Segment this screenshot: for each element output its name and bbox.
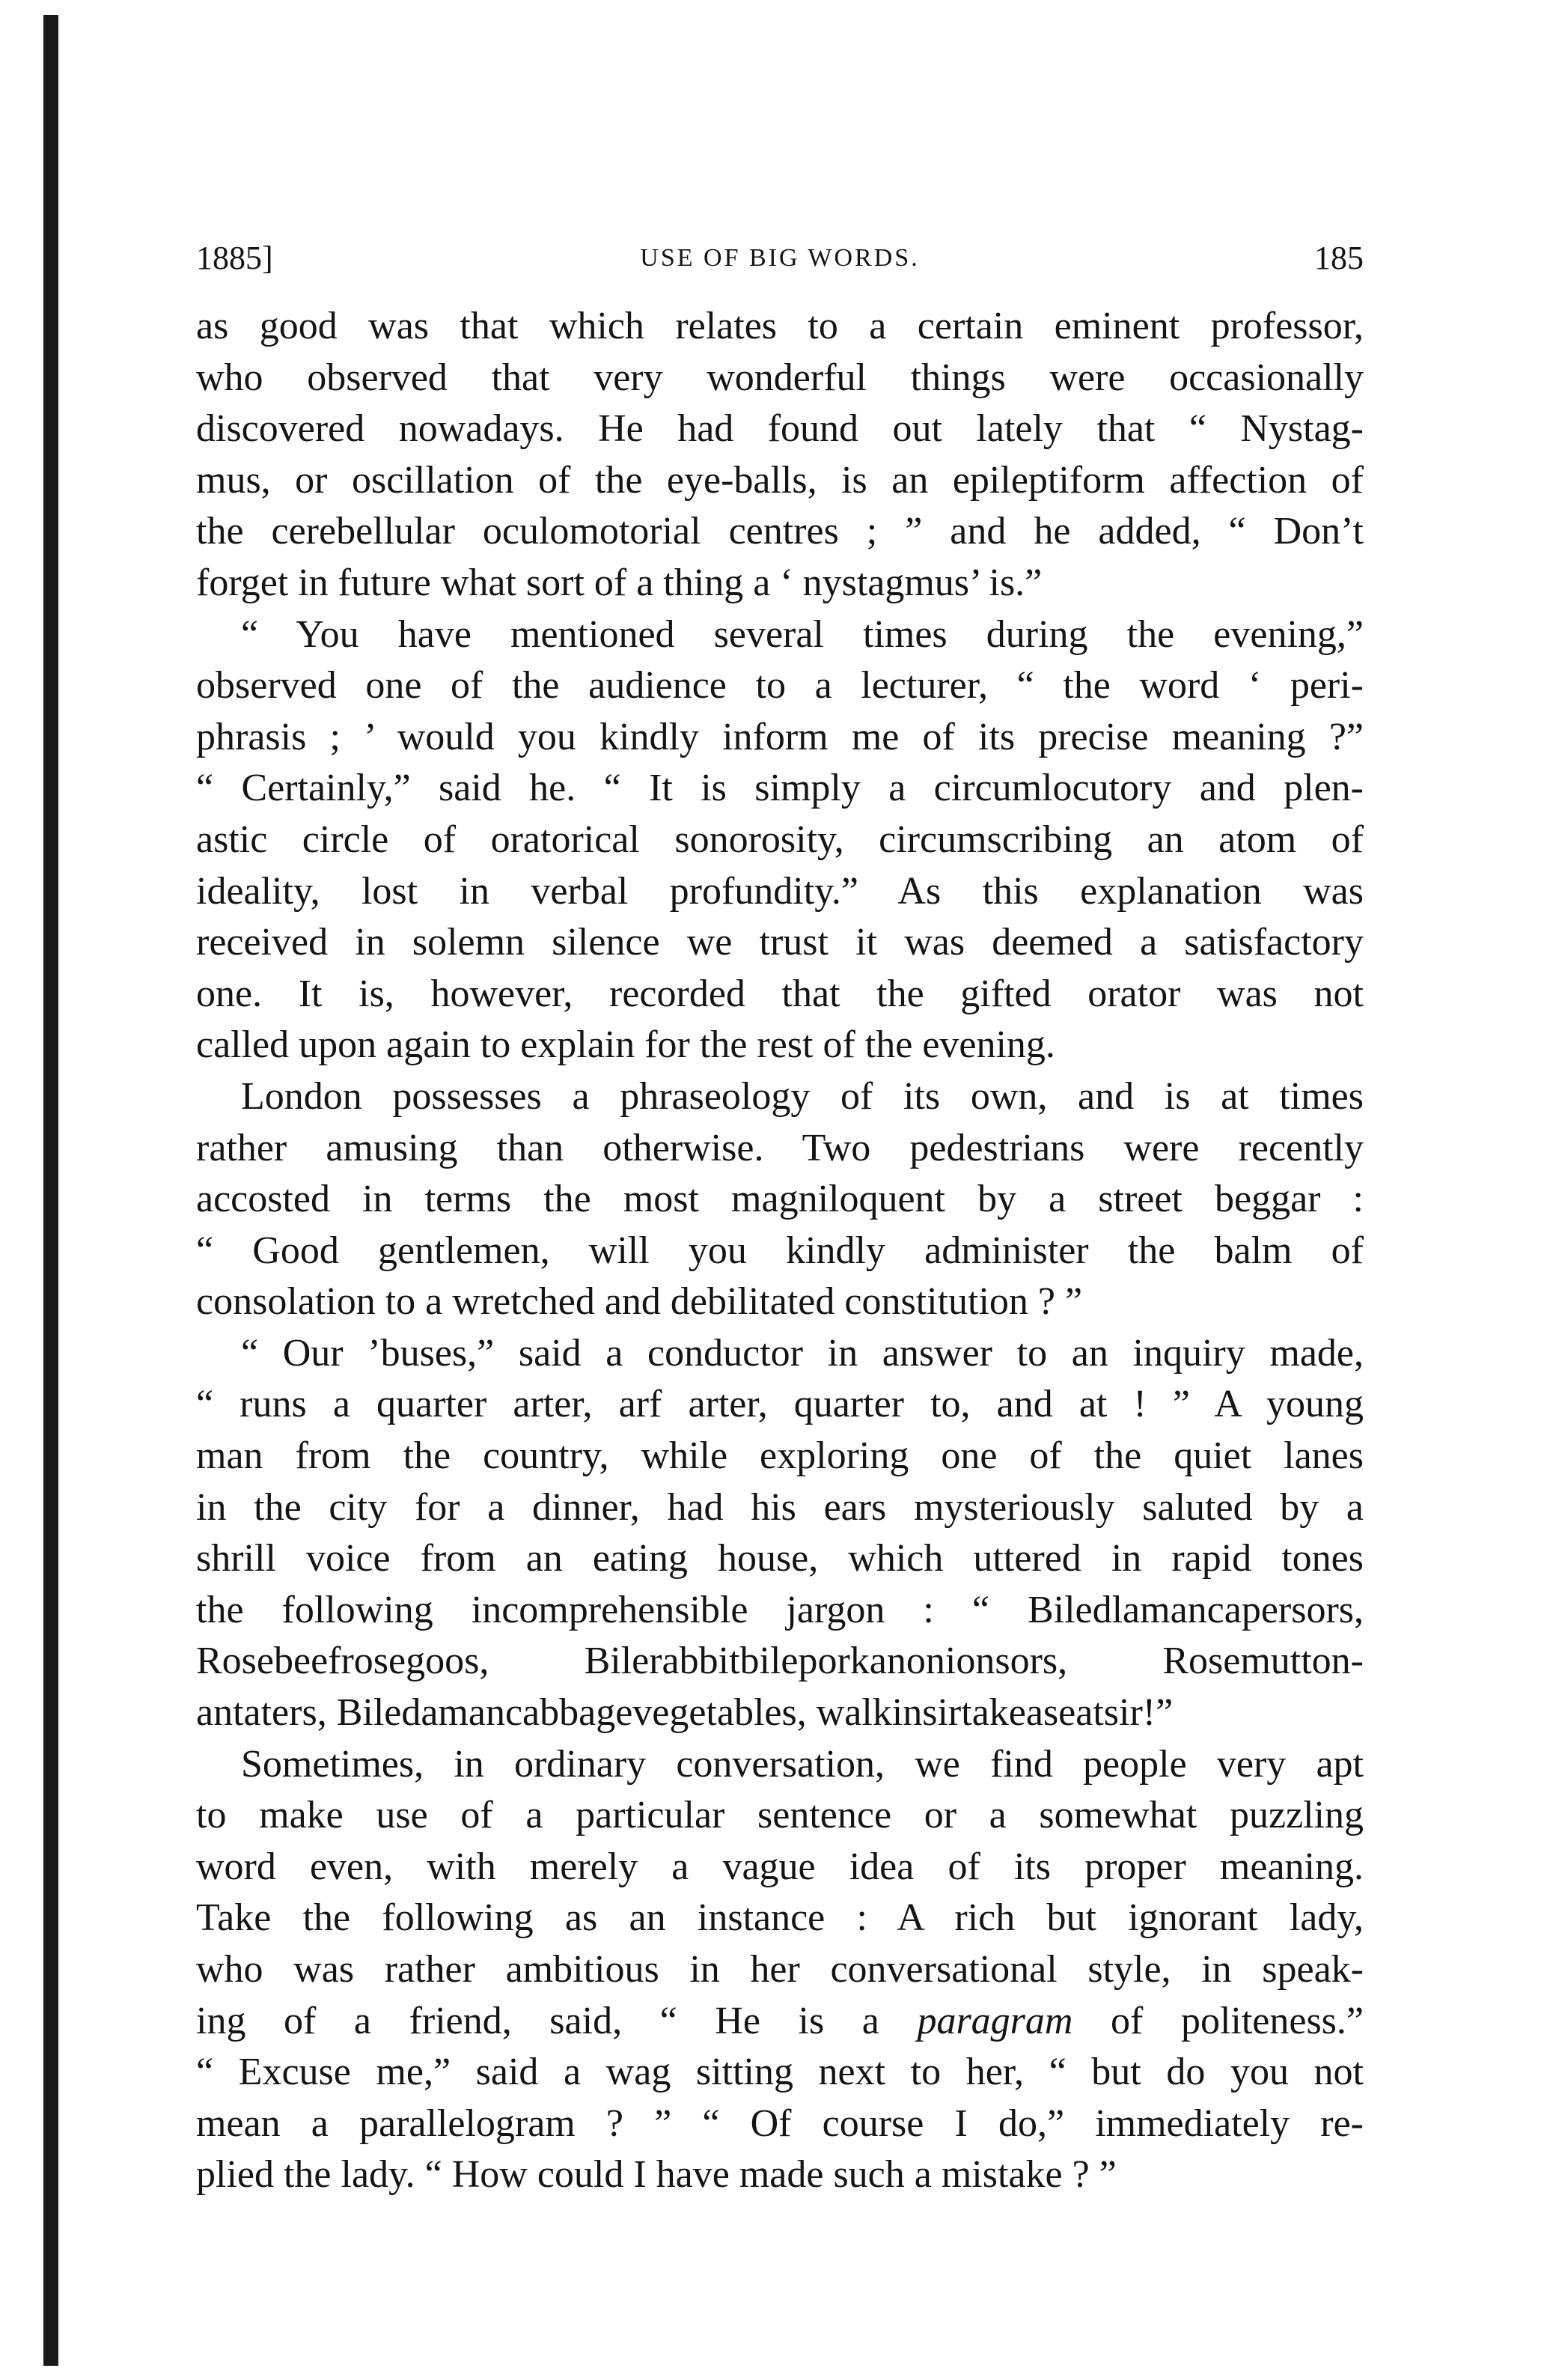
- text-line: to make use of a particular sentence or a somewhat puzzling: [196, 1794, 1364, 1837]
- text-line: astic circle of oratorical sonorosity, circumscribing an atom of: [196, 818, 1364, 861]
- text-line: in the city for a dinner, had his ears mysteriously saluted by a: [196, 1485, 1364, 1529]
- text-line: who was rather ambitious in her conversational style, in speak-: [196, 1948, 1364, 1991]
- italic-word: paragram: [917, 1999, 1073, 2042]
- text-line: who observed that very wonderful things were occasionally: [196, 356, 1364, 399]
- text-line: discovered nowadays. He had found out lately that “ Nystag-: [196, 407, 1364, 451]
- running-head-title: USE OF BIG WORDS.: [640, 244, 920, 272]
- text-line: rather amusing than otherwise. Two pedestrians were recently: [196, 1126, 1364, 1169]
- text-fragment: ing of a friend, said, “ He is a: [196, 1999, 918, 2042]
- text-line: “ Certainly,” said he. “ It is simply a circumlocutory and plen-: [196, 767, 1364, 810]
- text-line: antaters, Biledamancabbagevegetables, walkinsirtakeaseatsir!”: [196, 1691, 1174, 1735]
- text-line: shrill voice from an eating house, which uttered in rapid tones: [196, 1537, 1364, 1580]
- text-line: observed one of the audience to a lecturer, “ the word ‘ peri-: [196, 664, 1364, 707]
- text-line: the following incomprehensible jargon : “ Biledlamancapersors,: [196, 1588, 1364, 1631]
- page-number: 185: [1314, 240, 1364, 276]
- text-line: London possesses a phraseology of its own, and is at times: [241, 1074, 1364, 1118]
- text-line: Rosebeefrosegoos, Bilerabbitbileporkanonionsors, Rosemutton-: [196, 1640, 1364, 1683]
- text-line: consolation to a wretched and debilitated constitution ? ”: [196, 1280, 1083, 1324]
- text-line: phrasis ; ’ would you kindly inform me of its precise meaning ?”: [196, 715, 1364, 758]
- text-fragment: of politeness.”: [1072, 1999, 1364, 2042]
- book-page: [196, 225, 1364, 2201]
- text-line: “ Excuse me,” said a wag sitting next to her, “ but do you not: [196, 2051, 1364, 2094]
- text-line: ideality, lost in verbal profundity.” As this explanation was: [196, 869, 1364, 913]
- text-line: one. It is, however, recorded that the gifted orator was not: [196, 972, 1364, 1015]
- running-head: [196, 225, 1364, 292]
- text-line: mean a parallelogram ? ” “ Of course I do,” immediately re-: [196, 2101, 1364, 2145]
- text-line: plied the lady. “ How could I have made such a mistake ? ”: [196, 2153, 1117, 2197]
- text-line: [196, 1996, 1364, 2048]
- text-line: Take the following as an instance : A rich but ignorant lady,: [196, 1896, 1364, 1940]
- text-line: received in solemn silence we trust it was deemed a satisfactory: [196, 921, 1364, 964]
- text-line: “ runs a quarter arter, arf arter, quarter to, and at ! ” A young: [196, 1383, 1364, 1426]
- text-line: as good was that which relates to a certain eminent professor,: [196, 305, 1364, 347]
- text-line: word even, with merely a vague idea of its proper meaning.: [196, 1845, 1364, 1888]
- text-line: “ Good gentlemen, will you kindly administer the balm of: [196, 1229, 1364, 1272]
- scan-binding-edge: [43, 15, 58, 2366]
- text-line: forget in future what sort of a thing a ‘ nystagmus’ is.”: [196, 561, 1043, 604]
- text-line: Sometimes, in ordinary conversation, we find people very apt: [241, 1742, 1364, 1786]
- text-line: the cerebellular oculomotorial centres ; ” and he added, “ Don’t: [196, 510, 1364, 553]
- text-line: accosted in terms the most magniloquent by a street beggar :: [196, 1178, 1364, 1221]
- text-line: “ Our ’buses,” said a conductor in answer to an inquiry made,: [241, 1331, 1364, 1375]
- text-line: mus, or oscillation of the eye-balls, is an epileptiform affection of: [196, 458, 1364, 502]
- text-line: called upon again to explain for the rest of the evening.: [196, 1023, 1055, 1067]
- running-head-year: 1885]: [196, 240, 273, 276]
- text-line: man from the country, while exploring one of the quiet lanes: [196, 1434, 1364, 1478]
- text-line: “ You have mentioned several times during the evening,”: [241, 612, 1364, 656]
- body-text: [196, 301, 1364, 2201]
